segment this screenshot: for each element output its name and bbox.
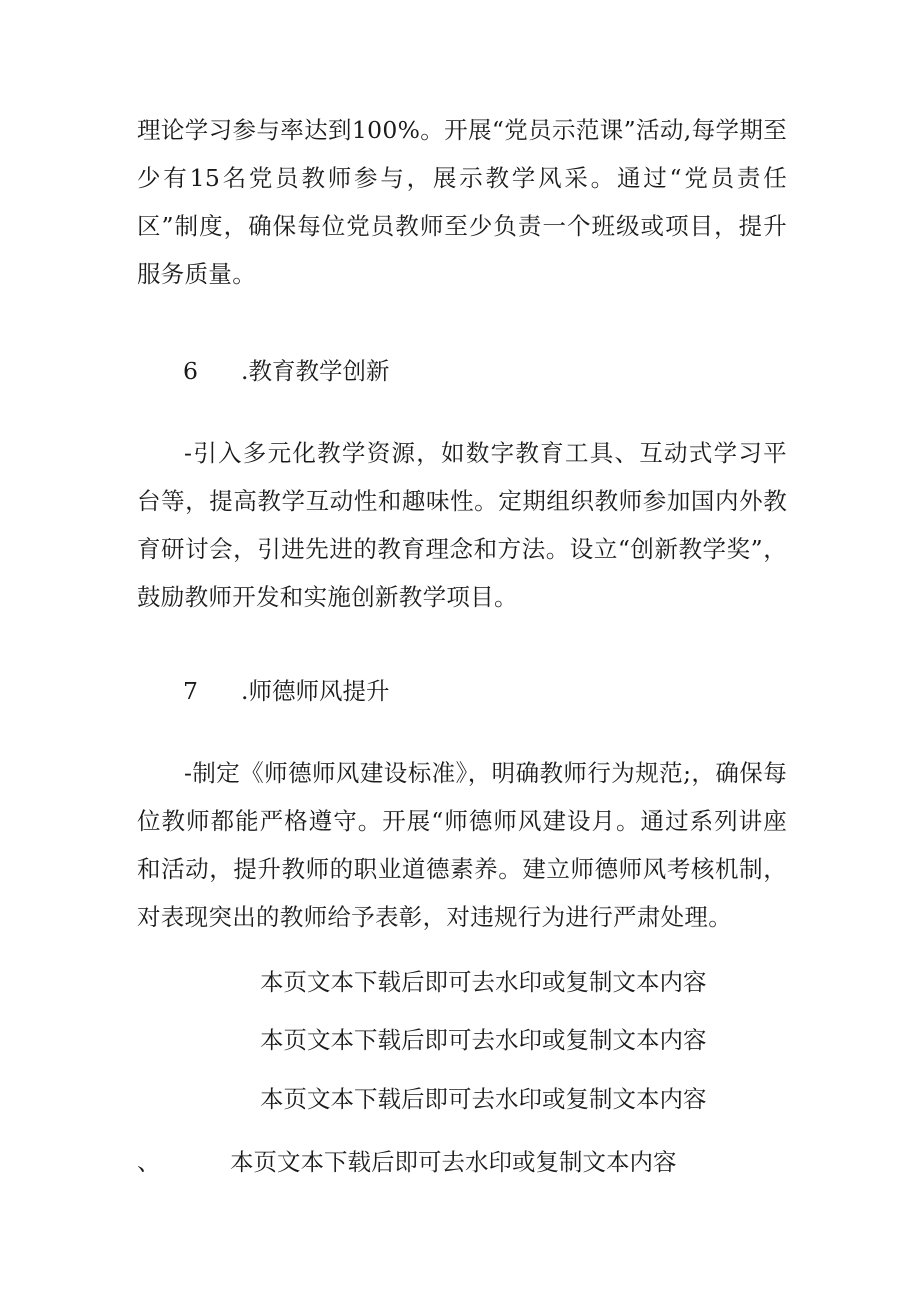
watermark-note: 本页文本下载后即可去水印或复制文本内容 [260,1026,707,1054]
heading-number: 7 [183,677,198,705]
watermark-note [137,1142,677,1182]
heading-title: .师德师风提升 [241,677,390,705]
watermark-note-text: 本页文本下载后即可去水印或复制文本内容 [230,1148,677,1176]
enumeration-comma: 、 [137,1148,161,1176]
paragraph-teacher-ethics: -制定《师德师风建设标准》，明确教师行为规范;，确保每位教师都能严格遵守。开展“师德师风建设月。通过系列讲座和活动，提升教师的职业道德素养。建立师德师风考核机制，对表现突出的教师给予表彰，对违规行为进行严肃处理。 [137,759,787,931]
paragraph-party-member-study: 理论学习参与率达到100%。开展“党员示范课”活动,每学期至少有15名党员教师参与，展示教学风采。通过“党员责任区”制度，确保每位党员教师至少负责一个班级或项目，提升服务质量。 [137,116,787,288]
watermark-note: 本页文本下载后即可去水印或复制文本内容 [260,1085,707,1113]
heading-title: .教育教学创新 [241,357,390,385]
heading-education-innovation [183,347,389,395]
heading-number: 6 [183,357,198,385]
watermark-note: 本页文本下载后即可去水印或复制文本内容 [260,968,707,996]
paragraph-teaching-innovation: -引入多元化教学资源，如数字教育工具、互动式学习平台等，提高教学互动性和趣味性。定期组织教师参加国内外教育研讨会，引进先进的教育理念和方法。设立“创新教学奖”，鼓励教师开发和实施创新教学项目。 [137,439,787,611]
heading-teacher-ethics [183,667,389,715]
